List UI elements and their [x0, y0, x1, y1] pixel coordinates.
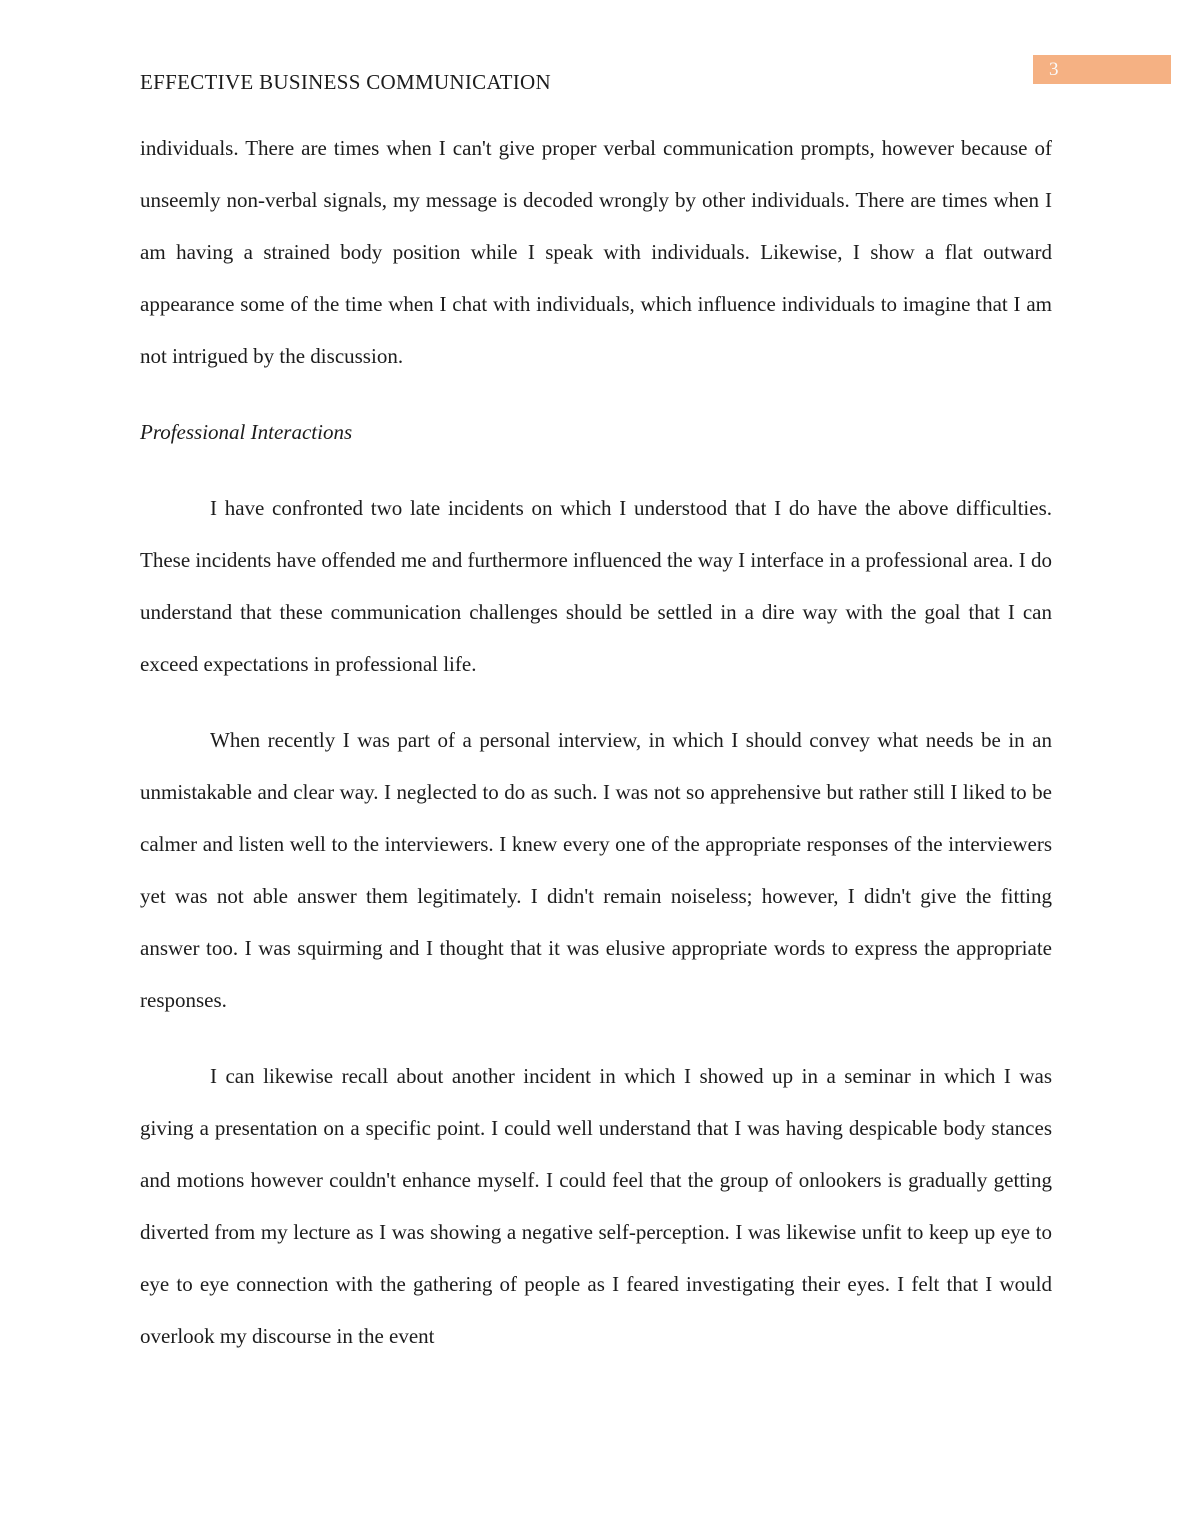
section-heading: Professional Interactions — [140, 420, 353, 444]
body-paragraph-continuation: individuals. There are times when I can't give proper verbal communication prompts, however because of unseemly non-verbal signals, my message is decoded wrongly by other individuals. There are times when I am having a strained body position while I speak with individuals. Likewise, I show a flat outward appearance some of the time when I chat with individuals, which influence individuals to imagine that I am not intrigued by the discussion. — [140, 136, 1052, 368]
page-header-title: EFFECTIVE BUSINESS COMMUNICATION — [140, 70, 551, 94]
page-number: 3 — [1049, 59, 1059, 80]
document-body — [140, 122, 1052, 1386]
page-number-box — [1033, 55, 1171, 84]
body-paragraph: When recently I was part of a personal interview, in which I should convey what needs be in an unmistakable and clear way. I neglected to do as such. I was not so apprehensive but rather still I liked to be calmer and listen well to the interviewers. I knew every one of the appropriate responses of the interviewers yet was not able answer them legitimately. I didn't remain noiseless; however, I didn't give the fitting answer too. I was squirming and I thought that it was elusive appropriate words to express the appropriate responses. — [140, 728, 1052, 1012]
body-paragraph: I have confronted two late incidents on which I understood that I do have the above difficulties. These incidents have offended me and furthermore influenced the way I interface in a professional area. I do understand that these communication challenges should be settled in a dire way with the goal that I can exceed expectations in professional life. — [140, 496, 1052, 676]
body-paragraph: I can likewise recall about another incident in which I showed up in a seminar in which I was giving a presentation on a specific point. I could well understand that I was having despicable body stances and motions however couldn't enhance myself. I could feel that the group of onlookers is gradually getting diverted from my lecture as I was showing a negative self-perception. I was likewise unfit to keep up eye to eye to eye connection with the gathering of people as I feared investigating their eyes. I felt that I would overlook my discourse in the event — [140, 1064, 1052, 1348]
